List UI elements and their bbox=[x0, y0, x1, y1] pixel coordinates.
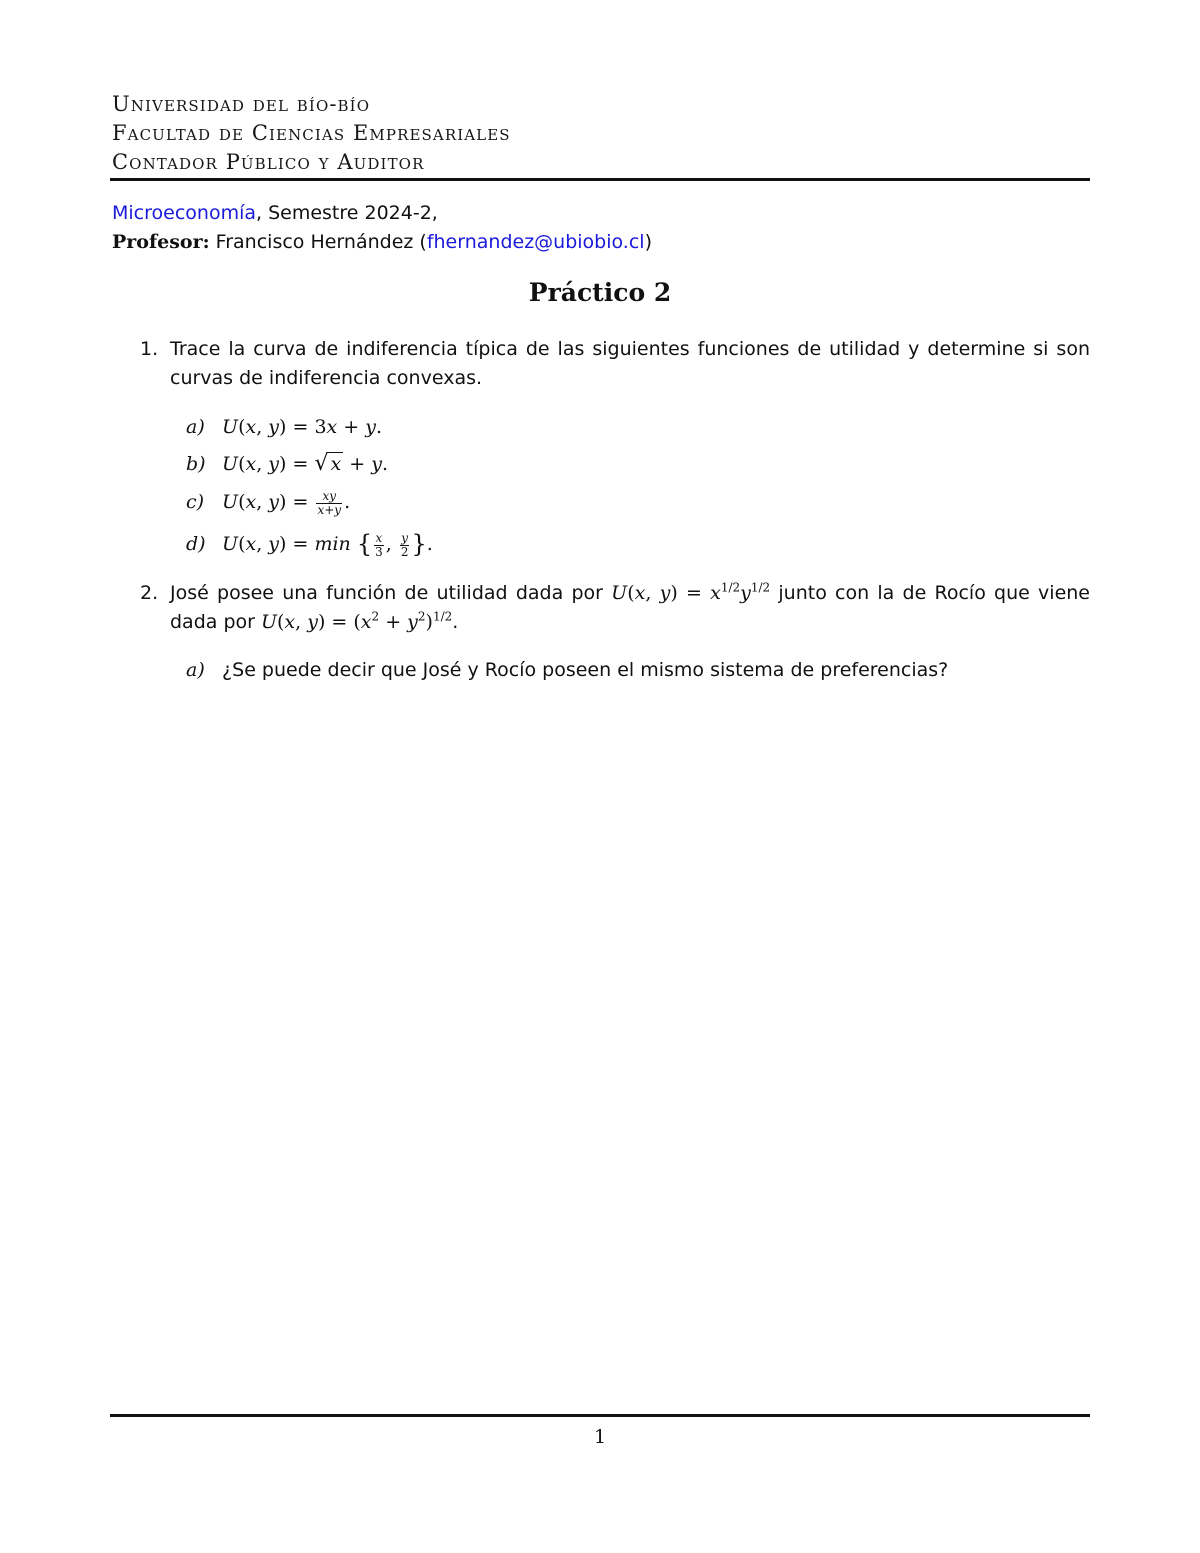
problem-1-item-a bbox=[186, 414, 382, 440]
faculty-name: Facultad de Ciencias Empresariales bbox=[112, 121, 511, 145]
problem-1 bbox=[140, 335, 1090, 393]
problem-2-item-a bbox=[186, 657, 948, 683]
item-label: c) bbox=[186, 491, 205, 513]
program-name: Contador Público y Auditor bbox=[112, 150, 425, 174]
item-text: ¿Se puede decir que José y Rocío poseen el mismo sistema de preferencias? bbox=[222, 659, 949, 681]
item-label: d) bbox=[186, 533, 206, 555]
course-link[interactable]: Microeconomía bbox=[112, 202, 256, 224]
header-rule bbox=[110, 178, 1090, 181]
footer-rule bbox=[110, 1414, 1090, 1417]
problem-text: Trace la curva de indiferencia típica de las siguientes funciones de utilidad y determine si son curvas de indiferencia convexas. bbox=[170, 338, 1090, 389]
document-header bbox=[112, 90, 1090, 177]
university-name: Universidad del bío-bío bbox=[112, 92, 371, 116]
item-label: b) bbox=[186, 453, 206, 475]
page-number: 1 bbox=[593, 1426, 607, 1448]
professor-name: Francisco Hernández ( bbox=[209, 231, 427, 253]
problem-1-item-c bbox=[186, 489, 350, 517]
professor-label: Profesor: bbox=[112, 231, 210, 253]
item-label: a) bbox=[186, 416, 205, 438]
problem-2 bbox=[140, 579, 1090, 637]
problem-number: 1. bbox=[140, 338, 159, 360]
utility-expression: U(x, y) = min { $\frac{x}{3}$ , $\frac{y}{2}$ }. bbox=[222, 530, 433, 559]
course-info bbox=[112, 199, 652, 257]
problem-1-item-d bbox=[186, 531, 433, 559]
item-label: a) bbox=[186, 659, 205, 681]
problem-text-part: José posee una función de utilidad dada por bbox=[170, 582, 612, 604]
email-link[interactable]: fhernandez@ubiobio.cl bbox=[426, 231, 645, 253]
problem-text bbox=[170, 579, 1090, 637]
utility-expression-jose: U(x, $y) = x^{1/2}y^{1/2}$ bbox=[611, 580, 771, 604]
problem-number: 2. bbox=[140, 582, 159, 604]
utility-expression: U(x, y) = √ x + y. bbox=[222, 451, 388, 476]
utility-expression-rocio: U(x, $y) = (x^2 + y^2)^{1/2}$ bbox=[260, 609, 453, 633]
utility-expression: U(x, y) = $\frac{xy}{x+y}$ . bbox=[222, 488, 351, 517]
email-close: ) bbox=[644, 231, 652, 253]
utility-expression: U(x, y) = 3x + y. bbox=[222, 416, 383, 438]
problem-text-part: . bbox=[452, 611, 459, 633]
semester-text: , Semestre 2024-2, bbox=[256, 202, 438, 224]
page-title: Práctico 2 bbox=[528, 278, 672, 307]
problem-1-item-b bbox=[186, 451, 388, 477]
problem-text-part: junto con la de Rocío que viene dada por bbox=[170, 582, 1090, 633]
